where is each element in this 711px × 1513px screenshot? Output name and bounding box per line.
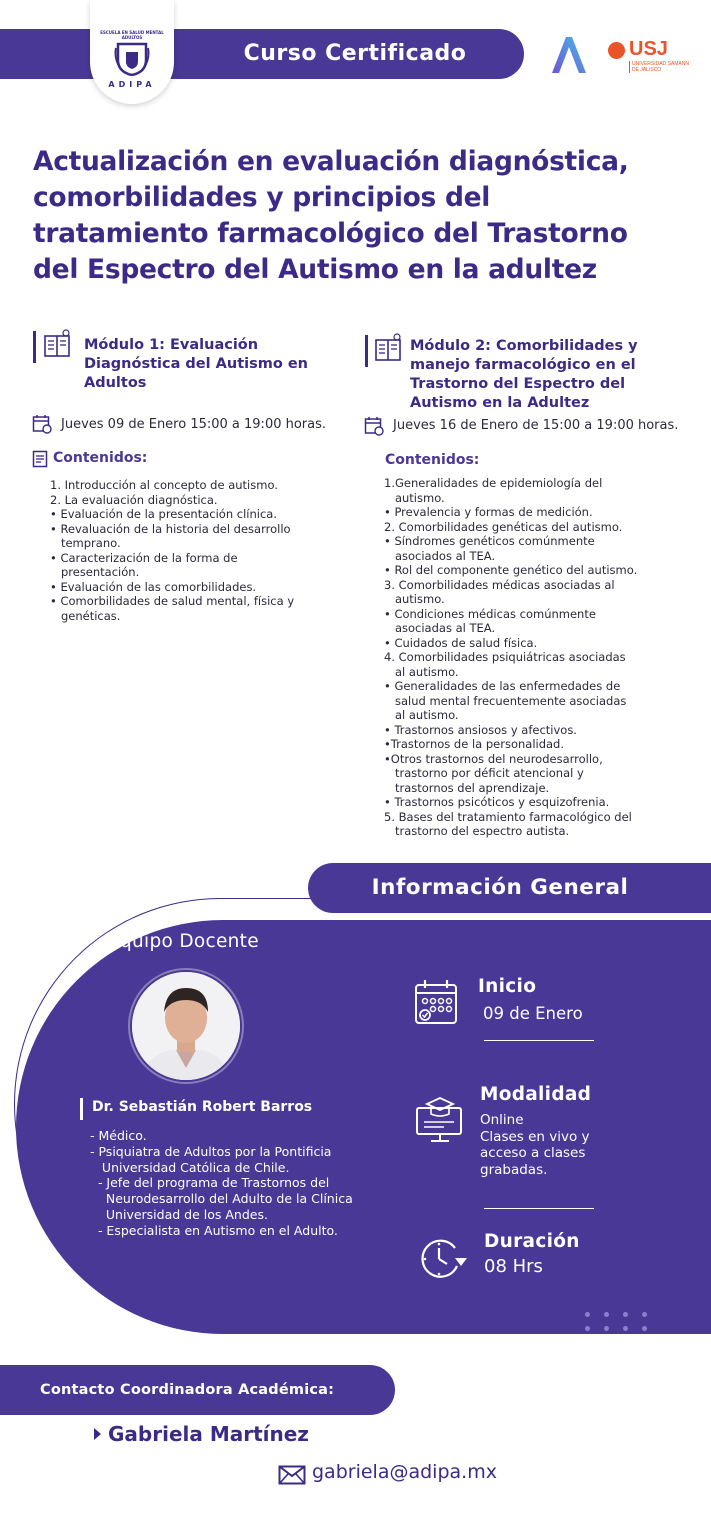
list-item: al autismo. — [384, 664, 459, 679]
doctor-bar — [80, 1098, 83, 1120]
duration-value: 08 Hrs — [484, 1256, 543, 1277]
list-item: asociadas al TEA. — [384, 621, 496, 635]
list-item: •Trastornos de la personalidad. — [384, 737, 565, 751]
list-item: asociados al TEA. — [384, 548, 496, 563]
module1-bar — [33, 331, 36, 363]
mode-line: grabadas. — [480, 1161, 548, 1178]
mode-line: Online — [480, 1112, 524, 1128]
chevron-right-icon — [94, 1428, 101, 1440]
coordinator-name: Gabriela Martínez — [108, 1422, 309, 1446]
divider — [484, 1208, 594, 1209]
title-line: Actualización en evaluación diagnóstica, — [33, 146, 629, 177]
module2-title-line: Trastorno del Espectro del — [410, 376, 626, 392]
doctor-photo-icon — [132, 972, 240, 1080]
list-item: • Cuidados de salud física. — [384, 635, 538, 650]
page-title — [33, 144, 693, 288]
mode-line: Clases en vivo y — [480, 1128, 590, 1145]
notes-icon — [32, 450, 50, 468]
doctor-bio — [90, 1128, 353, 1239]
calendar-icon — [32, 414, 52, 434]
module1-contents-title: Contenidos: — [53, 450, 148, 466]
team-title: Equipo Docente — [108, 931, 259, 952]
module1-title-line: Diagnóstica del Autismo en — [84, 356, 308, 372]
list-item: trastorno por déficit atencional y — [384, 766, 584, 780]
usj-full: UNIVERSIDAD SAMANN DE JALISCO — [629, 61, 689, 73]
module2-title-line: Módulo 2: Comorbilidades y — [410, 338, 638, 354]
module1-title — [84, 336, 308, 393]
list-item: • Trastornos psicóticos y esquizofrenia. — [384, 795, 610, 809]
list-item: • Trastornos ansiosos y afectivos. — [384, 722, 577, 737]
module2-title-line: Autismo en la Adultez — [410, 395, 590, 411]
book-icon — [42, 328, 74, 360]
list-item: trastorno del espectro autista. — [384, 824, 570, 838]
list-item: genéticas. — [50, 608, 121, 623]
mode-label: Modalidad — [480, 1084, 592, 1105]
divider — [484, 1040, 594, 1041]
title-line: tratamiento farmacológico del Trastorno — [33, 218, 628, 249]
list-item: 5. Bases del tratamiento farmacológico del — [384, 809, 632, 824]
mode-line: acceso a clases — [480, 1145, 586, 1161]
general-info-panel — [16, 920, 711, 1334]
calendar-icon — [364, 416, 384, 436]
usj-short: USJ — [629, 38, 668, 60]
list-item: • Síndromes genéticos comúnmente — [384, 534, 595, 548]
list-item: • Comorbilidades de salud mental, física y — [50, 594, 295, 608]
mode-value — [480, 1112, 590, 1178]
list-item: 1. Introducción al concepto de autismo. — [50, 478, 278, 492]
partner-a-logo-icon — [548, 35, 588, 75]
list-item: • Caracterización de la forma de — [50, 550, 238, 565]
list-item: Universidad Católica de Chile. — [90, 1159, 290, 1175]
list-item: • Revaluación de la historia del desarrollo — [50, 521, 291, 536]
module2-title — [410, 337, 638, 413]
calendar-icon — [414, 979, 460, 1027]
crest-icon — [114, 40, 150, 76]
list-item: 2. La evaluación diagnóstica. — [50, 492, 218, 507]
list-item: - Psiquiatra de Adultos por la Pontificia — [90, 1143, 332, 1159]
list-item: Universidad de los Andes. — [90, 1206, 268, 1222]
online-class-icon — [414, 1094, 466, 1146]
title-line: comorbilidades y principios del — [33, 182, 491, 213]
duration-label: Duración — [484, 1231, 580, 1252]
coordinator-email[interactable]: gabriela@adipa.mx — [312, 1461, 497, 1483]
list-item: • Prevalencia y formas de medición. — [384, 505, 593, 519]
module1-title-line: Módulo 1: Evaluación — [84, 337, 259, 353]
list-item: salud mental frecuentemente asociadas — [384, 693, 627, 708]
list-item: 3. Comorbilidades médicas asociadas al — [384, 577, 615, 592]
contact-label: Contacto Coordinadora Académica: — [40, 1382, 335, 1398]
list-item: •Otros trastornos del neurodesarrollo, — [384, 751, 603, 766]
usj-logo — [608, 40, 698, 80]
list-item: • Evaluación de las comorbilidades. — [50, 579, 257, 594]
school-text: ESCUELA EN SALUD MENTAL ADULTOS — [100, 30, 164, 40]
course-badge-label: Curso Certificado — [243, 41, 467, 66]
avatar — [132, 972, 240, 1080]
list-item: • Rol del componente genético del autismo. — [384, 563, 638, 577]
list-item: trastornos del aprendizaje. — [384, 780, 550, 795]
list-item: • Generalidades de las enfermedades de — [384, 679, 621, 693]
module1-date: Jueves 09 de Enero 15:00 a 19:00 horas. — [61, 417, 327, 432]
clock-icon — [417, 1236, 469, 1282]
module2-title-line: manejo farmacológico en el — [410, 357, 636, 373]
module1-contents — [50, 478, 294, 623]
module2-contents-title: Contenidos: — [385, 452, 480, 468]
module2-bar — [365, 335, 368, 367]
start-value: 09 de Enero — [483, 1004, 583, 1023]
adipa-logo — [90, 0, 174, 104]
doctor-name: Dr. Sebastián Robert Barros — [92, 1099, 313, 1115]
list-item: autismo. — [384, 592, 445, 606]
list-item: temprano. — [50, 536, 121, 550]
list-item: al autismo. — [384, 708, 459, 722]
list-item: Neurodesarrollo del Adulto de la Clínica — [90, 1191, 353, 1207]
module2-date: Jueves 16 de Enero de 15:00 a 19:00 horas. — [393, 418, 679, 433]
list-item: 2. Comorbilidades genéticas del autismo. — [384, 519, 623, 534]
list-item: • Condiciones médicas comúnmente — [384, 606, 596, 621]
adipa-brand-text: ADIPA — [108, 80, 156, 89]
list-item: 1.Generalidades de epidemiología del — [384, 476, 603, 490]
mail-icon — [278, 1465, 306, 1485]
list-item: • Evaluación de la presentación clínica. — [50, 507, 277, 521]
usj-emblem-icon — [608, 42, 625, 59]
general-info-title: Información General — [371, 875, 629, 900]
start-label: Inicio — [478, 976, 537, 997]
title-line: del Espectro del Autismo en la adultez — [33, 254, 597, 285]
book-icon — [373, 332, 405, 364]
list-item: - Jefe del programa de Trastornos del — [90, 1175, 330, 1191]
list-item: autismo. — [384, 490, 445, 505]
list-item: presentación. — [50, 565, 140, 579]
list-item: 4. Comorbilidades psiquiátricas asociadas — [384, 650, 626, 664]
module1-title-line: Adultos — [84, 375, 147, 391]
module2-contents — [384, 476, 637, 839]
list-item: - Médico. — [90, 1128, 147, 1143]
list-item: - Especialista en Autismo en el Adulto. — [90, 1222, 338, 1238]
decorative-dots — [585, 1305, 675, 1333]
